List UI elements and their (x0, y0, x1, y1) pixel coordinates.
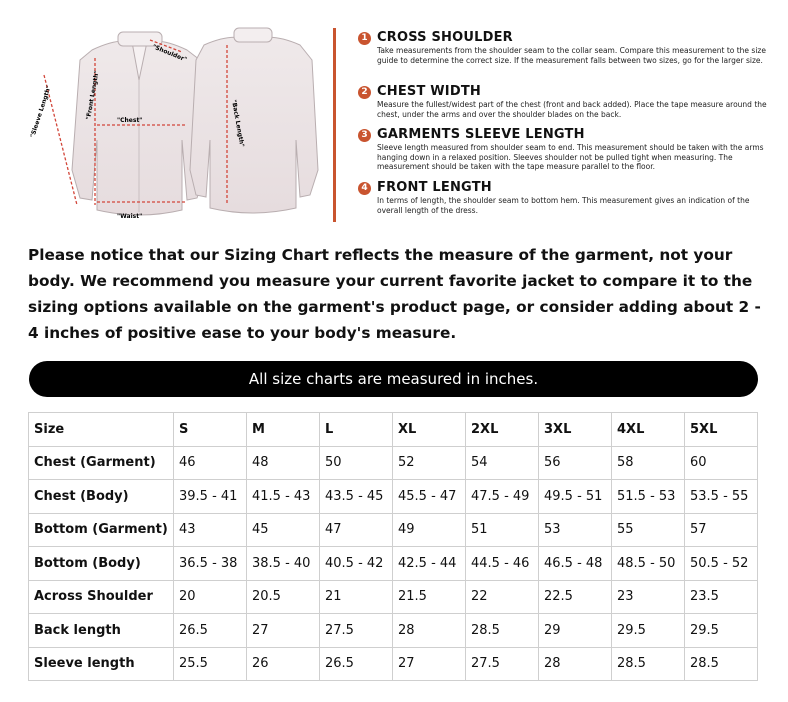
table-cell: 27.5 (320, 614, 393, 648)
guide-description: In terms of length, the shoulder seam to bottom hem. This measurement gives an indication of the overall length of the dress. (377, 196, 750, 215)
header-cell-xl: XL (393, 413, 466, 447)
row-label: Back length (29, 614, 174, 648)
table-row (29, 513, 758, 547)
table-cell: 41.5 - 43 (247, 480, 320, 514)
waist-label: "Waist" (117, 213, 143, 220)
shoulder-label: "Shoulder" (151, 43, 188, 64)
table-cell: 55 (612, 513, 685, 547)
table-cell: 26 (247, 647, 320, 681)
table-cell: 27 (393, 647, 466, 681)
guide-item-cross-shoulder (358, 30, 768, 65)
table-cell: 23 (612, 580, 685, 614)
guide-item-chest-width (358, 84, 768, 119)
table-cell: 46 (174, 446, 247, 480)
table-cell: 51.5 - 53 (612, 480, 685, 514)
table-cell: 53 (539, 513, 612, 547)
guide-title: GARMENTS SLEEVE LENGTH (377, 127, 585, 142)
table-cell: 47.5 - 49 (466, 480, 539, 514)
guide-item-front-length (358, 180, 768, 215)
header-cell-4xl: 4XL (612, 413, 685, 447)
number-badge: 4 (358, 182, 371, 195)
table-cell: 29 (539, 614, 612, 648)
table-cell: 28 (393, 614, 466, 648)
guide-title: CROSS SHOULDER (377, 30, 513, 45)
row-label: Sleeve length (29, 647, 174, 681)
table-cell: 52 (393, 446, 466, 480)
header-cell-3xl: 3XL (539, 413, 612, 447)
table-cell: 39.5 - 41 (174, 480, 247, 514)
table-cell: 26.5 (320, 647, 393, 681)
table-cell: 45 (247, 513, 320, 547)
table-cell: 42.5 - 44 (393, 547, 466, 581)
row-label: Chest (Body) (29, 480, 174, 514)
table-cell: 26.5 (174, 614, 247, 648)
table-cell: 58 (612, 446, 685, 480)
header-cell-5xl: 5XL (685, 413, 758, 447)
table-cell: 25.5 (174, 647, 247, 681)
table-row (29, 547, 758, 581)
table-cell: 27 (247, 614, 320, 648)
number-badge: 1 (358, 32, 371, 45)
table-cell: 51 (466, 513, 539, 547)
table-cell: 60 (685, 446, 758, 480)
table-cell: 22 (466, 580, 539, 614)
table-header-row (29, 413, 758, 447)
table-row (29, 446, 758, 480)
back-length-label: "Back Length" (230, 99, 246, 148)
guide-description: Sleeve length measured from shoulder seam to end. This measurement should be taken with the arms hanging down in a relaxed position. Sleeves shoulder not be pulled tight when measuring. The measurement should be taken with the tape measure parallel to the floor. (377, 143, 764, 172)
row-label: Across Shoulder (29, 580, 174, 614)
table-cell: 50.5 - 52 (685, 547, 758, 581)
guide-description: Take measurements from the shoulder seam to the collar seam. Compare this measurement to the size guide to determine the correct size. If the measurement falls between two sizes, go for the larger size. (377, 46, 766, 65)
table-cell: 47 (320, 513, 393, 547)
table-cell: 56 (539, 446, 612, 480)
table-cell: 20 (174, 580, 247, 614)
header-cell-2xl: 2XL (466, 413, 539, 447)
sleeve-length-label: "Sleeve Length" (29, 84, 53, 139)
front-length-label: "Front Length" (85, 70, 101, 121)
guide-description: Measure the fullest/widest part of the chest (front and back added). Place the tape measure around the chest, under the arms and over the shoulder blades on the back. (377, 100, 767, 119)
table-row (29, 580, 758, 614)
jacket-measurement-illustration (22, 20, 322, 230)
header-cell-m: M (247, 413, 320, 447)
table-cell: 46.5 - 48 (539, 547, 612, 581)
header-cell-l: L (320, 413, 393, 447)
table-cell: 49 (393, 513, 466, 547)
table-cell: 48.5 - 50 (612, 547, 685, 581)
table-cell: 49.5 - 51 (539, 480, 612, 514)
chest-label: "Chest" (117, 117, 143, 124)
back-jacket-graphic (190, 28, 318, 213)
table-cell: 21 (320, 580, 393, 614)
table-cell: 28.5 (466, 614, 539, 648)
guide-title: CHEST WIDTH (377, 84, 481, 99)
header-cell-s: S (174, 413, 247, 447)
table-cell: 48 (247, 446, 320, 480)
table-row (29, 614, 758, 648)
table-row (29, 647, 758, 681)
table-cell: 40.5 - 42 (320, 547, 393, 581)
table-cell: 28.5 (685, 647, 758, 681)
table-row (29, 480, 758, 514)
row-label: Bottom (Garment) (29, 513, 174, 547)
table-cell: 57 (685, 513, 758, 547)
table-cell: 20.5 (247, 580, 320, 614)
table-cell: 28 (539, 647, 612, 681)
size-chart-table (28, 412, 758, 681)
table-cell: 44.5 - 46 (466, 547, 539, 581)
table-cell: 21.5 (393, 580, 466, 614)
table-cell: 50 (320, 446, 393, 480)
row-label: Bottom (Body) (29, 547, 174, 581)
number-badge: 2 (358, 86, 371, 99)
table-cell: 29.5 (612, 614, 685, 648)
table-cell: 36.5 - 38 (174, 547, 247, 581)
table-cell: 38.5 - 40 (247, 547, 320, 581)
table-cell: 45.5 - 47 (393, 480, 466, 514)
table-cell: 43.5 - 45 (320, 480, 393, 514)
table-cell: 54 (466, 446, 539, 480)
table-cell: 22.5 (539, 580, 612, 614)
table-cell: 23.5 (685, 580, 758, 614)
header-cell-size: Size (29, 413, 174, 447)
row-label: Chest (Garment) (29, 446, 174, 480)
table-cell: 43 (174, 513, 247, 547)
table-cell: 29.5 (685, 614, 758, 648)
guide-title: FRONT LENGTH (377, 180, 492, 195)
table-cell: 27.5 (466, 647, 539, 681)
units-banner: All size charts are measured in inches. (29, 361, 758, 397)
table-cell: 28.5 (612, 647, 685, 681)
divider (333, 28, 336, 222)
number-badge: 3 (358, 129, 371, 142)
guide-item-sleeve-length (358, 127, 768, 172)
table-cell: 53.5 - 55 (685, 480, 758, 514)
sizing-notice: Please notice that our Sizing Chart reflects the measure of the garment, not your body. We recommend you measure your current favorite jacket to compare it to the sizing options available on the garment's product page, or consider adding about 2 - 4 inches of positive ease to your body's measure. (28, 246, 761, 342)
